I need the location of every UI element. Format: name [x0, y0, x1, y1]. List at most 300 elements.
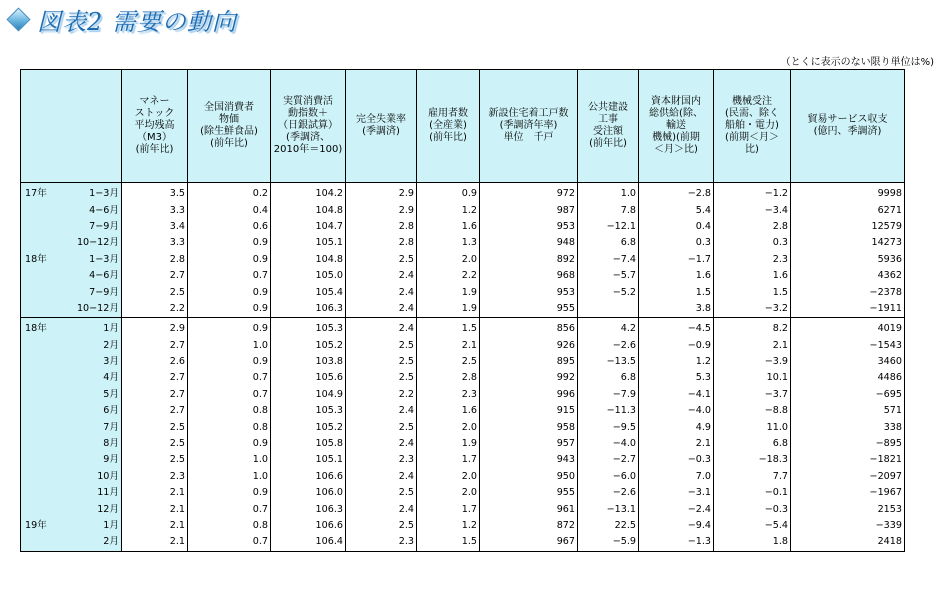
table-cell: 104.8 — [271, 202, 346, 218]
table-cell: 1.6 — [714, 268, 791, 284]
column-header-line: （M3） — [137, 132, 172, 143]
table-cell: −3.9 — [714, 354, 791, 370]
table-cell: −5.7 — [578, 268, 639, 284]
column-header-line: (前期＜月＞ — [725, 132, 779, 143]
table-cell: 961 — [480, 501, 578, 517]
table-row — [21, 534, 905, 551]
table-cell: 106.0 — [271, 485, 346, 501]
diamond-bullet-icon — [6, 7, 30, 31]
table-cell: 0.4 — [639, 219, 714, 235]
table-cell: −9.4 — [639, 518, 714, 534]
table-cell: 1.5 — [417, 534, 480, 551]
table-cell: 2.3 — [346, 534, 417, 551]
table-cell: 2.5 — [346, 370, 417, 386]
table-cell: 5.4 — [639, 202, 714, 218]
table-cell: 1.6 — [417, 403, 480, 419]
table-header-row — [21, 70, 905, 183]
table-cell: 2153 — [791, 501, 905, 517]
table-cell: 972 — [480, 186, 578, 202]
table-cell: −13.1 — [578, 501, 639, 517]
table-cell: 2.0 — [417, 485, 480, 501]
row-label — [21, 321, 122, 337]
table-cell: 4019 — [791, 321, 905, 337]
column-header-line: (全産業) — [429, 120, 467, 131]
table-cell: −2.4 — [639, 501, 714, 517]
table-cell: 2.7 — [122, 268, 188, 284]
table-cell: −4.0 — [578, 436, 639, 452]
row-label — [21, 370, 122, 386]
table-cell: 2.5 — [346, 518, 417, 534]
table-cell: 106.6 — [271, 518, 346, 534]
table-cell: 105.2 — [271, 419, 346, 435]
table-cell: −8.8 — [714, 403, 791, 419]
table-body — [21, 183, 905, 552]
table-cell: −3.4 — [714, 202, 791, 218]
table-cell: 2.9 — [346, 186, 417, 202]
row-label — [21, 452, 122, 468]
header-corner — [21, 70, 122, 183]
column-header-line: 2010年＝100) — [273, 144, 343, 155]
table-cell: −3.2 — [714, 301, 791, 318]
table-cell: 2.7 — [122, 370, 188, 386]
column-header-line: ストック — [134, 108, 175, 119]
column-header-line: (民需、除く — [725, 108, 779, 119]
table-cell: 2.4 — [346, 403, 417, 419]
column-header-line: (除生鮮食品) — [200, 126, 258, 137]
column-header-line: (季調済) — [362, 126, 400, 137]
table-cell: 2.8 — [122, 252, 188, 268]
table-cell: 2.7 — [122, 403, 188, 419]
table-cell: 2.4 — [346, 321, 417, 337]
column-header-line: 貿易サービス収支 — [807, 114, 888, 125]
table-cell: 1.9 — [417, 301, 480, 318]
table-cell: 953 — [480, 284, 578, 300]
row-label — [21, 301, 122, 318]
table-cell: 2.2 — [346, 387, 417, 403]
table-row — [21, 186, 905, 202]
table-cell: 1.5 — [417, 321, 480, 337]
table-cell: 106.6 — [271, 469, 346, 485]
row-year: 19年 — [25, 520, 47, 531]
table-cell: −4.5 — [639, 321, 714, 337]
row-label — [21, 534, 122, 551]
row-period: 11月 — [97, 487, 119, 499]
table-cell: 2.1 — [639, 436, 714, 452]
table-cell: 0.8 — [188, 419, 271, 435]
table-cell: 6.8 — [578, 235, 639, 251]
row-label — [21, 403, 122, 419]
table-cell: 1.5 — [639, 284, 714, 300]
row-period: 3月 — [103, 356, 119, 368]
table-cell: 2.3 — [417, 387, 480, 403]
table-cell: 950 — [480, 469, 578, 485]
row-label — [21, 518, 122, 534]
table-cell: 105.0 — [271, 268, 346, 284]
row-label — [21, 387, 122, 403]
column-header-line: (前年比) — [210, 138, 248, 149]
table-cell: 0.9 — [188, 301, 271, 318]
table-cell: 955 — [480, 485, 578, 501]
table-cell: 2.0 — [417, 419, 480, 435]
table-cell: −0.9 — [639, 338, 714, 354]
table-cell: 2.8 — [417, 370, 480, 386]
table-cell: −1.3 — [639, 534, 714, 551]
row-label — [21, 219, 122, 235]
column-header-line: 全国消費者 — [204, 102, 254, 113]
table-row — [21, 321, 905, 337]
row-year: 17年 — [25, 188, 47, 200]
table-cell: 2.6 — [122, 354, 188, 370]
table-row — [21, 235, 905, 251]
table-cell: 953 — [480, 219, 578, 235]
table-cell: 0.7 — [188, 387, 271, 403]
table-cell: 0.9 — [188, 354, 271, 370]
table-cell: 12579 — [791, 219, 905, 235]
column-header-line: 輸送 — [666, 120, 686, 131]
table-cell: −3.1 — [639, 485, 714, 501]
table-cell: 14273 — [791, 235, 905, 251]
table-row — [21, 202, 905, 218]
row-label — [21, 235, 122, 251]
table-cell: 7.0 — [639, 469, 714, 485]
row-period: 1−3月 — [89, 253, 119, 265]
table-cell: 106.3 — [271, 501, 346, 517]
column-header-line: 動指数＋ — [288, 108, 328, 119]
table-cell: 106.4 — [271, 534, 346, 551]
table-cell: −0.3 — [639, 452, 714, 468]
column-header-line: 新設住宅着工戸数 — [488, 108, 569, 119]
column-header-line: 比) — [745, 144, 759, 155]
table-cell: −3.7 — [714, 387, 791, 403]
table-cell: 1.9 — [417, 436, 480, 452]
column-header — [714, 70, 791, 183]
row-period: 1月 — [103, 520, 119, 531]
table-row — [21, 501, 905, 517]
table-cell: 2.5 — [122, 436, 188, 452]
table-row — [21, 284, 905, 300]
row-period: 6月 — [103, 405, 119, 417]
row-period: 7月 — [103, 421, 119, 433]
column-header-line: 資本財国内 — [651, 96, 701, 107]
table-cell: 0.8 — [188, 518, 271, 534]
table-row — [21, 252, 905, 268]
table-cell: 2.5 — [122, 284, 188, 300]
row-period: 9月 — [103, 454, 119, 466]
table-cell: 338 — [791, 419, 905, 435]
column-header-line: 機械)(前期 — [652, 132, 700, 143]
table-cell: 1.0 — [188, 338, 271, 354]
row-label — [21, 338, 122, 354]
table-cell: 2.3 — [122, 469, 188, 485]
table-cell: 0.7 — [188, 501, 271, 517]
table-cell: −18.3 — [714, 452, 791, 468]
table-cell: −13.5 — [578, 354, 639, 370]
table-cell: 104.7 — [271, 219, 346, 235]
table-cell: 6271 — [791, 202, 905, 218]
table-cell: 8.2 — [714, 321, 791, 337]
table-cell: 1.2 — [417, 202, 480, 218]
table-cell — [578, 301, 639, 318]
row-period: 8月 — [103, 438, 119, 450]
table-cell: 2.5 — [346, 419, 417, 435]
table-cell: 4362 — [791, 268, 905, 284]
table-cell: 0.4 — [188, 202, 271, 218]
table-cell: 1.0 — [188, 452, 271, 468]
table-cell: 2.2 — [417, 268, 480, 284]
table-cell: 105.2 — [271, 338, 346, 354]
table-cell: 2.4 — [346, 436, 417, 452]
row-period: 7−9月 — [89, 220, 119, 232]
column-header — [639, 70, 714, 183]
table-cell: 2.5 — [346, 252, 417, 268]
table-cell: 2.9 — [346, 202, 417, 218]
table-cell: 105.3 — [271, 403, 346, 419]
demand-table — [20, 69, 905, 552]
table-cell: 0.3 — [714, 235, 791, 251]
table-cell: 1.3 — [417, 235, 480, 251]
row-period: 1月 — [103, 323, 119, 335]
table-cell: 1.0 — [188, 469, 271, 485]
table-cell: 967 — [480, 534, 578, 551]
table-row — [21, 268, 905, 284]
table-cell: 105.4 — [271, 284, 346, 300]
column-header-line: 雇用者数 — [428, 108, 468, 119]
table-cell: −2.6 — [578, 485, 639, 501]
table-cell: 0.7 — [188, 268, 271, 284]
table-cell: 105.1 — [271, 235, 346, 251]
table-cell: 105.8 — [271, 436, 346, 452]
column-header-line: 総供給(除、 — [649, 108, 703, 119]
row-period: 2月 — [103, 339, 119, 351]
column-header-line: (億円、季調済) — [813, 126, 882, 137]
row-label — [21, 485, 122, 501]
table-cell: −11.3 — [578, 403, 639, 419]
table-cell: 3.4 — [122, 219, 188, 235]
table-cell: 22.5 — [578, 518, 639, 534]
table-row — [21, 338, 905, 354]
table-row — [21, 219, 905, 235]
table-cell: 1.7 — [417, 501, 480, 517]
row-period: 12月 — [97, 503, 119, 515]
row-period: 10−12月 — [76, 237, 119, 249]
row-label — [21, 202, 122, 218]
table-cell: 0.9 — [417, 186, 480, 202]
table-cell: −7.9 — [578, 387, 639, 403]
column-header — [346, 70, 417, 183]
table-cell: 0.6 — [188, 219, 271, 235]
column-header-line: (季調済年率) — [499, 120, 558, 131]
column-header-line: マネー — [139, 96, 170, 107]
table-cell: 104.2 — [271, 186, 346, 202]
table-cell: 0.9 — [188, 485, 271, 501]
table-row — [21, 518, 905, 534]
unit-note: （とくに表示のない限り単位は%) — [780, 57, 934, 68]
row-label — [21, 436, 122, 452]
table-cell: 2.1 — [122, 501, 188, 517]
table-cell: 3.3 — [122, 235, 188, 251]
table-row — [21, 452, 905, 468]
table-cell: −5.9 — [578, 534, 639, 551]
table-row — [21, 354, 905, 370]
row-label — [21, 252, 122, 268]
row-year: 18年 — [25, 323, 47, 335]
table-cell: 2.1 — [122, 518, 188, 534]
column-header-line: 船舶・電力) — [725, 120, 779, 131]
column-header-line: 機械受注 — [732, 96, 772, 107]
row-period: 7−9月 — [89, 286, 119, 298]
table-cell: 2.8 — [346, 235, 417, 251]
table-cell: 2.1 — [122, 534, 188, 551]
table-cell: 2418 — [791, 534, 905, 551]
column-header-line: 平均残高 — [134, 120, 175, 131]
table-cell: 0.8 — [188, 403, 271, 419]
row-period: 5月 — [103, 388, 119, 400]
table-cell: 943 — [480, 452, 578, 468]
table-cell: 5.3 — [639, 370, 714, 386]
table-cell: −2097 — [791, 469, 905, 485]
table-cell: −6.0 — [578, 469, 639, 485]
row-label — [21, 268, 122, 284]
column-header-line: 受注額 — [593, 126, 623, 137]
row-label — [21, 501, 122, 517]
column-header — [122, 70, 188, 183]
table-cell: −1.7 — [639, 252, 714, 268]
table-cell: 2.1 — [714, 338, 791, 354]
table-cell: 4.2 — [578, 321, 639, 337]
column-header — [417, 70, 480, 183]
column-header-line: 物価 — [219, 114, 239, 125]
table-cell: −5.2 — [578, 284, 639, 300]
column-header — [188, 70, 271, 183]
row-label — [21, 186, 122, 202]
table-cell: −2.6 — [578, 338, 639, 354]
table-cell: 872 — [480, 518, 578, 534]
table-cell: 2.7 — [122, 338, 188, 354]
table-cell: 1.9 — [417, 284, 480, 300]
table-row — [21, 387, 905, 403]
table-cell: 0.3 — [639, 235, 714, 251]
table-cell: 0.9 — [188, 436, 271, 452]
page-title-text: 図表2 需要の動向 — [37, 7, 237, 36]
table-cell: 2.3 — [346, 452, 417, 468]
table-cell: −12.1 — [578, 219, 639, 235]
table-cell: 1.5 — [714, 284, 791, 300]
table-cell: 957 — [480, 436, 578, 452]
table-cell: 1.2 — [639, 354, 714, 370]
table-cell: 2.5 — [346, 485, 417, 501]
table-cell: 2.4 — [346, 501, 417, 517]
table-cell: 2.7 — [122, 387, 188, 403]
table-cell: 3460 — [791, 354, 905, 370]
table-cell: 2.9 — [122, 321, 188, 337]
table-cell: 992 — [480, 370, 578, 386]
table-cell: −0.1 — [714, 485, 791, 501]
table-cell: 892 — [480, 252, 578, 268]
column-header-line: 完全失業率 — [356, 114, 406, 125]
table-cell: −1911 — [791, 301, 905, 318]
row-period: 10月 — [97, 470, 119, 482]
column-header-line: ＜月＞比) — [654, 144, 698, 155]
table-cell: 2.1 — [122, 485, 188, 501]
table-cell: 6.8 — [578, 370, 639, 386]
table-cell: 0.7 — [188, 534, 271, 551]
table-cell: 3.5 — [122, 186, 188, 202]
table-cell: 1.6 — [417, 219, 480, 235]
table-row — [21, 403, 905, 419]
table-cell: −4.1 — [639, 387, 714, 403]
table-cell: 11.0 — [714, 419, 791, 435]
table-cell: 3.8 — [639, 301, 714, 318]
column-header-line: (前年比) — [135, 144, 174, 155]
table-cell: 1.7 — [417, 452, 480, 468]
table-cell: 104.8 — [271, 252, 346, 268]
table-cell: −2378 — [791, 284, 905, 300]
table-cell: 948 — [480, 235, 578, 251]
table-row — [21, 436, 905, 452]
table-cell: 9998 — [791, 186, 905, 202]
table-cell: 996 — [480, 387, 578, 403]
table-cell: 2.3 — [714, 252, 791, 268]
row-year: 18年 — [25, 253, 47, 265]
row-label — [21, 469, 122, 485]
table-cell: 1.0 — [578, 186, 639, 202]
table-cell: 2.4 — [346, 301, 417, 318]
row-label — [21, 284, 122, 300]
table-cell: 2.1 — [417, 338, 480, 354]
table-cell: 968 — [480, 268, 578, 284]
column-header-line: （日銀試算） — [278, 120, 338, 131]
table-row — [21, 370, 905, 386]
table-cell: 2.4 — [346, 284, 417, 300]
table-cell: −9.5 — [578, 419, 639, 435]
column-header-line: (前年比) — [429, 132, 467, 143]
table-cell: 987 — [480, 202, 578, 218]
column-header-line: 単位 千戸 — [503, 132, 554, 143]
table-row — [21, 419, 905, 435]
table-cell: −1821 — [791, 452, 905, 468]
column-header-line: 工事 — [598, 114, 618, 125]
table-cell: 0.9 — [188, 321, 271, 337]
table-cell: −4.0 — [639, 403, 714, 419]
table-cell: 2.5 — [122, 452, 188, 468]
table-cell: 104.9 — [271, 387, 346, 403]
row-period: 2月 — [103, 536, 119, 548]
table-cell: 0.7 — [188, 370, 271, 386]
table-row — [21, 485, 905, 501]
table-cell: 106.3 — [271, 301, 346, 318]
table-cell: 6.8 — [714, 436, 791, 452]
table-cell: −1.2 — [714, 186, 791, 202]
column-header-line: 実質消費活 — [283, 96, 333, 107]
table-cell: 0.9 — [188, 235, 271, 251]
table-cell: −2.7 — [578, 452, 639, 468]
row-label — [21, 354, 122, 370]
table-cell: 7.7 — [714, 469, 791, 485]
table-cell: 105.3 — [271, 321, 346, 337]
table-cell: 105.6 — [271, 370, 346, 386]
table-cell: 2.5 — [346, 354, 417, 370]
row-period: 4月 — [103, 372, 119, 384]
table-cell: 2.4 — [346, 268, 417, 284]
table-cell: 2.8 — [346, 219, 417, 235]
table-cell: 4486 — [791, 370, 905, 386]
table-cell: 915 — [480, 403, 578, 419]
table-cell: 2.5 — [417, 354, 480, 370]
table-cell: 103.8 — [271, 354, 346, 370]
table-cell: 0.9 — [188, 284, 271, 300]
column-header-line: 公共建設 — [588, 102, 628, 113]
table-cell: −0.3 — [714, 501, 791, 517]
